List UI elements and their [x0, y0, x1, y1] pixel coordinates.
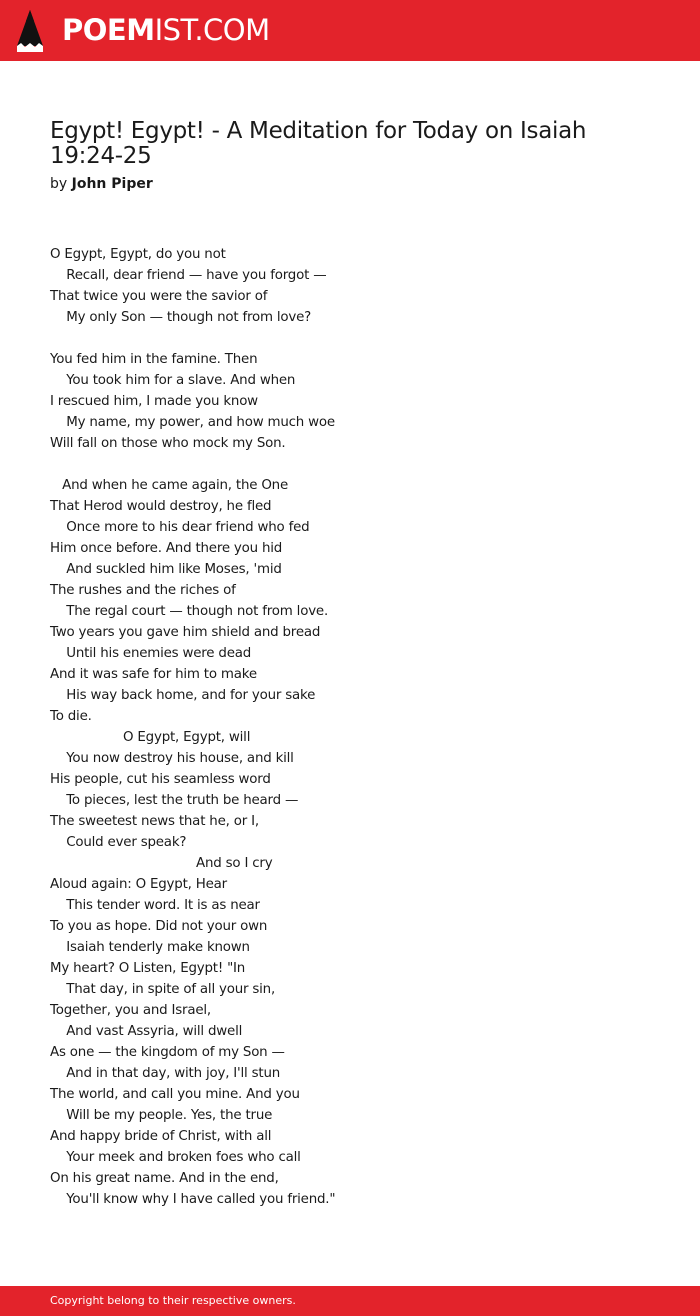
poem-line: Once more to his dear friend who fed: [50, 520, 310, 535]
poem-line: And vast Assyria, will dwell: [50, 1024, 243, 1039]
poem-line: O Egypt, Egypt, will: [50, 730, 251, 745]
poem-line: Isaiah tenderly make known: [50, 940, 250, 955]
site-header: [0, 0, 700, 61]
poem-line: And so I cry: [50, 856, 273, 871]
poem-line: Two years you gave him shield and bread: [50, 625, 321, 640]
poem-line: That twice you were the savior of: [50, 289, 268, 304]
poem-line: And it was safe for him to make: [50, 667, 257, 682]
poem-line: His people, cut his seamless word: [50, 772, 271, 787]
poem-line: The world, and call you mine. And you: [50, 1087, 300, 1102]
byline: [50, 174, 153, 194]
poem-line: And suckled him like Moses, 'mid: [50, 562, 282, 577]
poem-line: Aloud again: O Egypt, Hear: [50, 877, 227, 892]
poem-line: To pieces, lest the truth be heard —: [50, 793, 299, 808]
poem-line: My name, my power, and how much woe: [50, 415, 335, 430]
poem-line: This tender word. It is as near: [50, 898, 260, 913]
author-name[interactable]: John Piper: [71, 176, 153, 192]
poem-line: My only Son — though not from love?: [50, 310, 312, 325]
poem-line: And happy bride of Christ, with all: [50, 1129, 272, 1144]
poem-line: I rescued him, I made you know: [50, 394, 258, 409]
poem-line: Until his enemies were dead: [50, 646, 252, 661]
poem-line: His way back home, and for your sake: [50, 688, 316, 703]
poem-line: [50, 454, 650, 475]
poem-line: And when he came again, the One: [50, 478, 289, 493]
by-label: by: [50, 176, 68, 192]
poem-line: That Herod would destroy, he fled: [50, 499, 272, 514]
poem-line: Him once before. And there you hid: [50, 541, 283, 556]
poem-line: You took him for a slave. And when: [50, 373, 296, 388]
poem-line: Could ever speak?: [50, 835, 187, 850]
poem-line: The sweetest news that he, or I,: [50, 814, 259, 829]
poem-line: Will fall on those who mock my Son.: [50, 436, 286, 451]
poem-line: On his great name. And in the end,: [50, 1171, 279, 1186]
site-footer: [0, 1286, 700, 1316]
logo-bold-text: POEM: [62, 13, 155, 47]
poem-line: To you as hope. Did not your own: [50, 919, 268, 934]
poem-line: [50, 328, 650, 349]
poem-line: As one — the kingdom of my Son —: [50, 1045, 285, 1060]
poem-line: That day, in spite of all your sin,: [50, 982, 276, 997]
poem-line: Will be my people. Yes, the true: [50, 1108, 273, 1123]
poem-line: The rushes and the riches of: [50, 583, 236, 598]
poem-line: My heart? O Listen, Egypt! "In: [50, 961, 246, 976]
poem-line: And in that day, with joy, I'll stun: [50, 1066, 281, 1081]
poem-line: You'll know why I have called you friend.": [50, 1192, 336, 1207]
site-logo[interactable]: [62, 12, 270, 48]
poem-body: [50, 244, 650, 1210]
poem-line: To die.: [50, 709, 92, 724]
poem-line: Recall, dear friend — have you forgot —: [50, 268, 327, 283]
poem-line: The regal court — though not from love.: [50, 604, 329, 619]
poem-line: Together, you and Israel,: [50, 1003, 211, 1018]
logo-light-text: IST.COM: [154, 13, 270, 47]
poem-line: You fed him in the famine. Then: [50, 352, 258, 367]
poem-line: You now destroy his house, and kill: [50, 751, 294, 766]
poem-line: O Egypt, Egypt, do you not: [50, 247, 226, 262]
poem-title: Egypt! Egypt! - A Meditation for Today on Isaiah 19:24-25: [50, 118, 587, 169]
pencil-tip-icon[interactable]: [17, 10, 43, 52]
copyright-text: Copyright belong to their respective owners.: [50, 1294, 296, 1307]
poem-line: Your meek and broken foes who call: [50, 1150, 301, 1165]
